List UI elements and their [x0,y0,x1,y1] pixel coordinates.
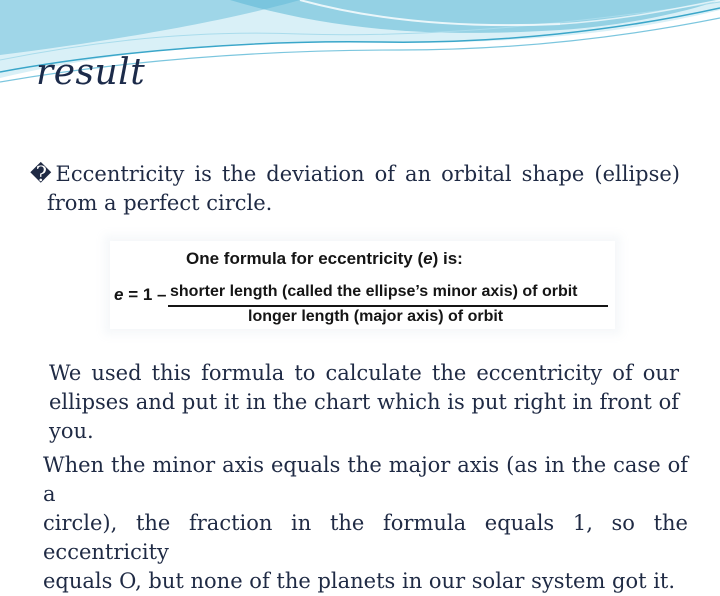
paragraph-eccentricity-definition [30,160,680,218]
usage-line-3: you. [49,419,94,443]
paragraph-formula-usage [49,359,679,446]
slide-title: result [36,52,146,93]
formula-lhs: e = 1 – [114,285,167,304]
formula-numerator: shorter length (called the ellipse’s minor axis) of orbit [170,283,578,300]
eccentricity-formula-image [110,241,615,329]
definition-line-1: � Eccentricity is the deviation of an orbital shape (ellipse) [30,162,680,186]
circle-line-1: When the minor axis equals the major axis (as in the case of a [43,453,688,506]
paragraph-circle-case [43,451,688,596]
formula-denominator: longer length (major axis) of orbit [248,308,504,325]
circle-line-3: equals O, but none of the planets in our solar system got it. [43,569,676,593]
circle-line-2: circle), the fraction in the formula equals 1, so the eccentricity [43,511,688,564]
bullet-glyph: � [30,162,52,186]
formula-heading: One formula for eccentricity (e) is: [186,249,463,268]
usage-line-1: We used this formula to calculate the eccentricity of our [49,361,679,385]
fraction-bar [168,305,608,307]
usage-line-2: ellipses and put it in the chart which is put right in front of [49,390,679,414]
definition-line-2: from a perfect circle. [47,191,273,215]
